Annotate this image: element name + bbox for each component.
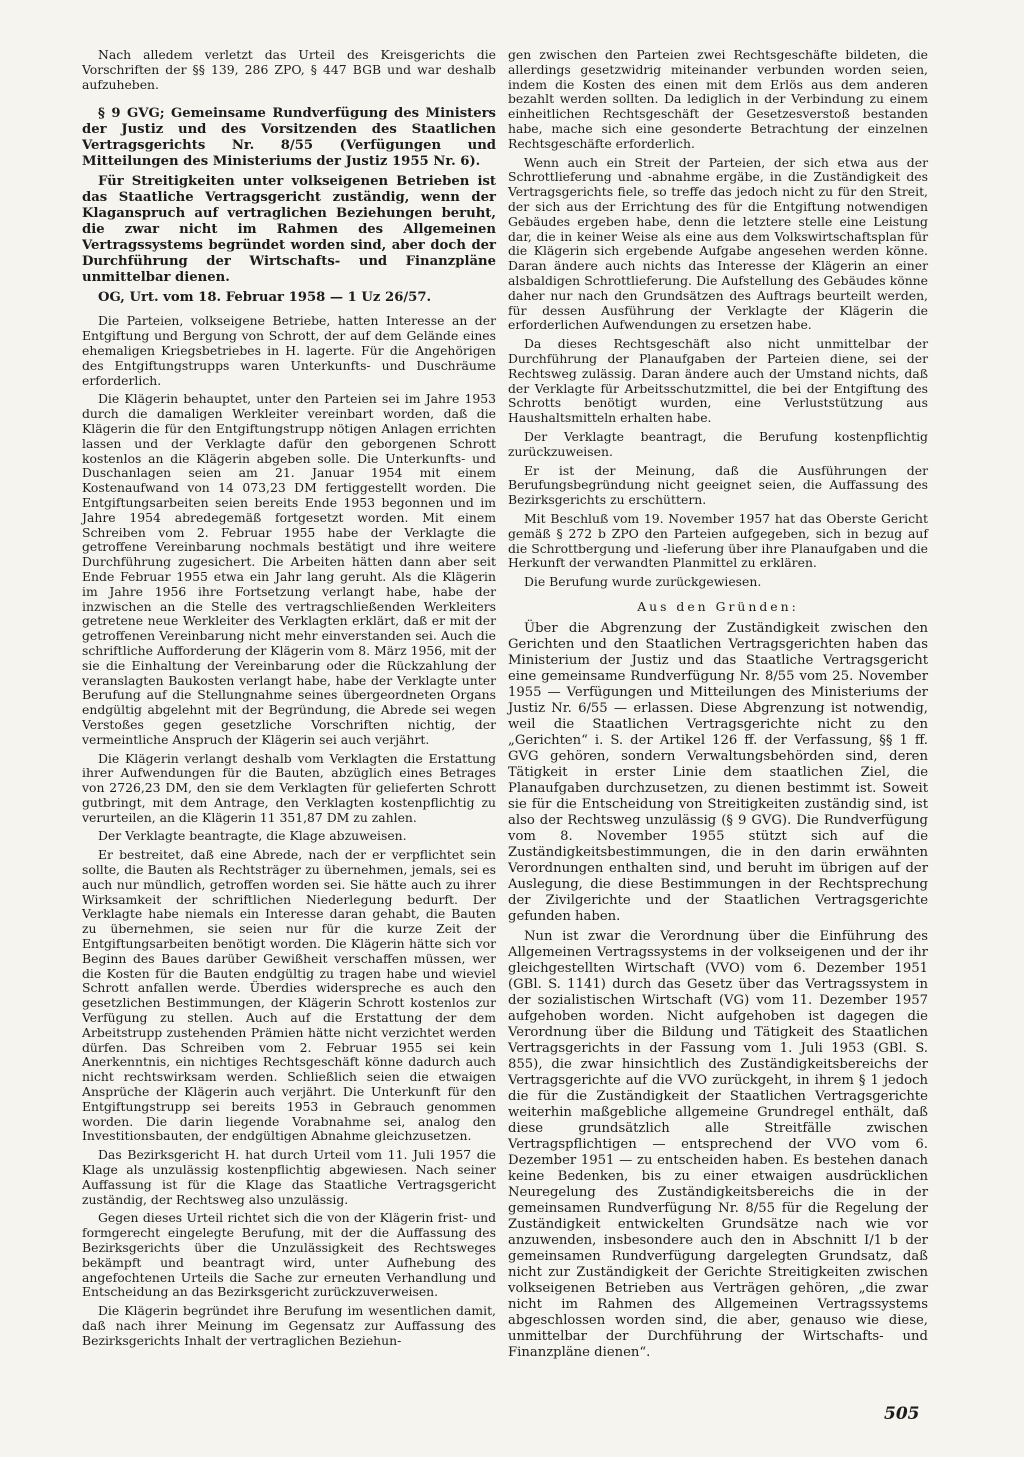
paragraph: Die Parteien, volkseigene Betriebe, hatten Interesse an der Entgiftung und Bergung von Schrott, der auf dem Gelände eines ehemaligen Kriegsbetriebes in H. lagerte. Für die Angehörigen des Entgiftungstrupps waren Unterkunfts- und Duschräume erforderlich.	[82, 313, 496, 388]
paragraph: Die Klägerin behauptet, unter den Parteien sei im Jahre 1953 durch die damaligen Werkleiter vereinbart worden, daß die Klägerin die für den Entgiftungstrupp nötigen Anlagen errichten lassen und der Verklagte dafür den geborgenen Schrott kostenlos an die Klägerin abgeben solle. Die Unterkunfts- und Duschanlagen seien am 21. Januar 1954 mit einem Kostenaufwand von 14 073,23 DM fertiggestellt worden. Die Entgiftungsarbeiten seien bereits Ende 1953 begonnen und im Jahre 1954 abredegemäß fortgesetzt worden. Mit einem Schreiben vom 2. Februar 1955 habe der Verklagte die getroffene Vereinbarung nochmals bestätigt und ihre weitere Durchführung zugesichert. Die Arbeiten hätten dann aber seit Ende Februar 1955 etwa ein Jahr lang geruht. Als die Klägerin im Jahre 1956 ihre Fortsetzung verlangt habe, habe der inzwischen an die Stelle des vertragschließenden Werkleiters getretene neue Werkleiter des Verklagten erklärt, daß er mit der getroffenen Vereinbarung nicht mehr einverstanden sei. Auch die schriftliche Aufforderung der Klägerin vom 8. März 1956, mit der sie die Einhaltung der Vereinbarung oder die Rückzahlung der veranslagten Baukosten verlangt habe, habe der Verklagte unter Berufung auf die Stellungnahme seines übergeordneten Organs endgültig abgelehnt mit der Begründung, die Abrede sei wegen Verstoßes gegen gesetzliche Vorschriften nichtig, der vermeintliche Anspruch der Klägerin sei auch verjährt.	[82, 391, 496, 747]
paragraph: gen zwischen den Parteien zwei Rechtsgeschäfte bildeten, die allerdings gesetzwidrig miteinander verbunden worden seien, indem die Kosten des einen mit dem Erlös aus dem anderen bezahlt werden sollten. Da lediglich in der Verbindung zu einem einheitlichen Rechtsgeschäft der Gesetzesverstoß bestanden habe, mache sich eine gesonderte Betrachtung der einzelnen Rechtsgeschäfte erforderlich.	[508, 47, 928, 151]
page-number: 505	[884, 1404, 920, 1424]
paragraph: Mit Beschluß vom 19. November 1957 hat das Oberste Gericht gemäß § 272 b ZPO den Parteien aufgegeben, sich in bezug auf die Schrottbergung und -lieferung über ihre Planaufgaben und die Herkunft der verwandten Planmittel zu erklären.	[508, 510, 928, 571]
paragraph: Der Verklagte beantragte, die Klage abzuweisen.	[98, 828, 407, 844]
paragraph: Die Klägerin verlangt deshalb vom Verklagten die Erstattung ihrer Aufwendungen für die Bauten, abzüglich eines Betrages von 2726,23 DM, den sie dem Verklagten für gelieferten Schrott gutbringt, mit dem Antrage, den Verklagten kostenpflichtig zu verurteilen, an die Klägerin 11 351,87 DM zu zahlen.	[82, 750, 496, 825]
paragraph: Er ist der Meinung, daß die Ausführungen der Berufungsbegründung nicht geeignet seien, die Auffassung des Bezirksgerichts zu erschüttern.	[508, 462, 928, 508]
paragraph: Er bestreitet, daß eine Abrede, nach der er verpflichtet sein sollte, die Bauten als Rechtsträger zu übernehmen, jemals, sei es auch nur mündlich, getroffen worden sei. Sie hätte auch zu ihrer Wirksamkeit der schriftlichen Niederlegung bedurft. Der Verklagte habe niemals ein Interesse daran gehabt, die Bauten zu übernehmen, sie seien nur für die kurze Zeit der Entgiftungsarbeiten benötigt worden. Die Klägerin hätte sich vor Beginn des Baues darüber Gewißheit verschaffen müssen, wer die Kosten für die Bauten endgültig zu tragen habe und wieviel Schrott anfallen werde. Überdies widerspreche es auch den gesetzlichen Bestimmungen, der Klägerin Schrott kostenlos zur Verfügung zu stellen. Auch auf die Erstattung der dem Arbeitstrupp zustehenden Prämien hätte nicht verzichtet werden dürfen. Das Schreiben vom 2. Februar 1955 sei kein Anerkenntnis, ein nichtiges Rechtsgeschäft könne dadurch auch nicht rechtswirksam werden. Schließlich seien die etwaigen Ansprüche der Klägerin auch verjährt. Die Unterkunft für den Entgiftungstrupp sei bereits 1953 in Gebrauch genommen worden. Die darin liegende Vorabnahme sei, analog den Investitionsbauten, der endgültigen Abnahme gleichzusetzen.	[82, 847, 496, 1144]
paragraph: Nach alledem verletzt das Urteil des Kreisgerichts die Vorschriften der §§ 139, 286 ZPO, § 447 BGB und war deshalb aufzuheben.	[82, 47, 496, 92]
paragraph: Das Bezirksgericht H. hat durch Urteil vom 11. Juli 1957 die Klage als unzulässig kostenpflichtig abgewiesen. Nach seiner Auffassung ist für die Klage das Staatliche Vertragsgericht zuständig, der Rechtsweg also unzulässig.	[82, 1147, 496, 1207]
leitsatz: Für Streitigkeiten unter volkseigenen Betrieben ist das Staatliche Vertragsgericht zuständig, wenn der Klaganspruch auf vertraglichen Beziehungen beruht, die zwar nicht im Rahmen des Allgemeinen Vertragssystems begründet worden sind, aber doch der Durchführung der Wirtschafts- und Finanzpläne unmittelbar dienen.	[82, 174, 496, 286]
paragraph: Über die Abgrenzung der Zuständigkeit zwischen den Gerichten und den Staatlichen Vertragsgerichten haben das Ministerium der Justiz und das Staatliche Vertragsgericht eine gemeinsame Rundverfügung Nr. 8/55 vom 25. November 1955 — Verfügungen und Mitteilungen des Ministeriums der Justiz Nr. 6/55 — erlassen. Diese Abgrenzung ist notwendig, weil die Staatlichen Vertragsgerichte nicht zu den „Gerichten“ i. S. der Artikel 126 ff. der Verfassung, §§ 1 ff. GVG gehören, sondern Verwaltungsbehörden sind, deren Tätigkeit in erster Linie dem staatlichen Ziel, die Planaufgaben durchzusetzen, zu dienen bestimmt ist. Soweit sie für die Entscheidung von Streitigkeiten zuständig sind, ist also der Rechtsweg unzulässig (§ 9 GVG). Die Rundverfügung vom 8. November 1955 stützt sich auf die Zuständigkeitsbestimmungen, die in den darin erwähnten Verordnungen enthalten sind, und beruht im übrigen auf der Auslegung, die diese Bestimmungen in der Rechtsprechung der Zivilgerichte und der Staatlichen Vertragsgerichte gefunden haben.	[508, 620, 928, 924]
paragraph: Da dieses Rechtsgeschäft also nicht unmittelbar der Durchführung der Planaufgaben der Parteien diene, sei der Rechtsweg zulässig. Daran ändere auch der Umstand nichts, daß der Verklagte für Arbeitsschutzmittel, die bei der Entgiftung des Schrotts benötigt wurden, eine Verluststützung aus Haushaltsmitteln erhalten habe.	[508, 336, 928, 426]
paragraph: Die Klägerin begründet ihre Berufung im wesentlichen damit, daß nach ihrer Meinung im Gegensatz zur Auffassung des Bezirksgerichts Inhalt der vertraglichen Beziehun-	[82, 1303, 496, 1348]
paragraph: Gegen dieses Urteil richtet sich die von der Klägerin frist- und formgerecht eingelegte Berufung, mit der die Auffassung des Bezirksgerichts über die Unzulässigkeit des Rechtsweges bekämpft und beantragt wird, unter Aufhebung des angefochtenen Urteils die Sache zur erneuten Verhandlung und Entscheidung an das Bezirksgericht zurückzuverweisen.	[82, 1210, 496, 1300]
paragraph: Wenn auch ein Streit der Parteien, der sich etwa aus der Schrottlieferung und -abnahme ergäbe, in die Zuständigkeit des Vertragsgerichts fiele, so treffe das jedoch nicht zu für den Streit, der sich aus der Errichtung des für die Entgiftung notwendigen Gebäudes ergeben habe, denn die letztere stelle eine Leistung dar, die in keiner Weise als eine aus dem Volkswirtschaftsplan für die Klägerin sich ergebende Aufgabe angesehen werden könne. Daran ändere auch nichts das Interesse der Klägerin an einer alsbaldigen Schrottlieferung. Die Aufstellung des Gebäudes könne daher nur nach den Grundsätzen des Auftrags beurteilt werden, für dessen Ausführung der Verklagte der Klägerin die erforderlichen Aufwendungen zu ersetzen habe.	[508, 154, 928, 333]
paragraph: Nun ist zwar die Verordnung über die Einführung des Allgemeinen Vertragssystems in der volkseigenen und der ihr gleichgestellten Wirtschaft (VVO) vom 6. Dezember 1951 (GBl. S. 1141) durch das Gesetz über das Vertragssystem in der sozialistischen Wirtschaft (VG) vom 11. Dezember 1957 aufgehoben worden. Nicht aufgehoben ist dagegen die Verordnung über die Bildung und Tätigkeit des Staatlichen Vertragsgerichts in der Fassung vom 1. Juli 1953 (GBl. S. 855), die zwar hinsichtlich des Zuständigkeitsbereichs der Vertragsgerichte auf die VVO zurückgeht, in ihrem § 1 jedoch die für die Zuständigkeit der Staatlichen Vertragsgerichte weiterhin maßgebliche allgemeine Grundregel enthält, daß diese grundsätzlich alle Streitfälle zwischen Vertragspflichtigen — entsprechend der VVO vom 6. Dezember 1951 — zu entscheiden haben. Es bestehen danach keine Bedenken, bis zu einer etwaigen ausdrücklichen Neuregelung des Zuständigkeitsbereichs die in der gemeinsamen Rundverfügung Nr. 8/55 für die Regelung der Zuständigkeit entwickelten Grundsätze nach wie vor anzuwenden, insbesondere auch den in Abschnitt I/1 b der gemeinsamen Rundverfügung dargelegten Grundsatz, daß nicht zur Zuständigkeit der Gerichte Streitigkeiten zwischen volkseigenen Betrieben aus Verträgen gehören, „die zwar nicht im Rahmen des Allgemeinen Vertragssystems abgeschlossen worden sind, die aber, genauso wie diese, unmittelbar der Durchführung der Wirtschafts- und Finanzpläne dienen“.	[508, 928, 928, 1360]
paragraph: Die Berufung wurde zurückgewiesen.	[524, 574, 762, 590]
right-column	[508, 48, 928, 1365]
case-heading: § 9 GVG; Gemeinsame Rundverfügung des Ministers der Justiz und des Vorsitzenden des Staatlichen Vertragsgerichts Nr. 8/55 (Verfügungen und Mitteilungen des Ministeriums der Justiz 1955 Nr. 6).	[82, 106, 496, 170]
section-heading: Aus den Gründen:	[637, 598, 799, 614]
paragraph: Der Verklagte beantragt, die Berufung kostenpflichtig zurückzuweisen.	[508, 428, 928, 459]
left-column	[82, 48, 496, 1353]
court-citation: OG, Urt. vom 18. Februar 1958 — 1 Uz 26/57.	[98, 290, 432, 306]
